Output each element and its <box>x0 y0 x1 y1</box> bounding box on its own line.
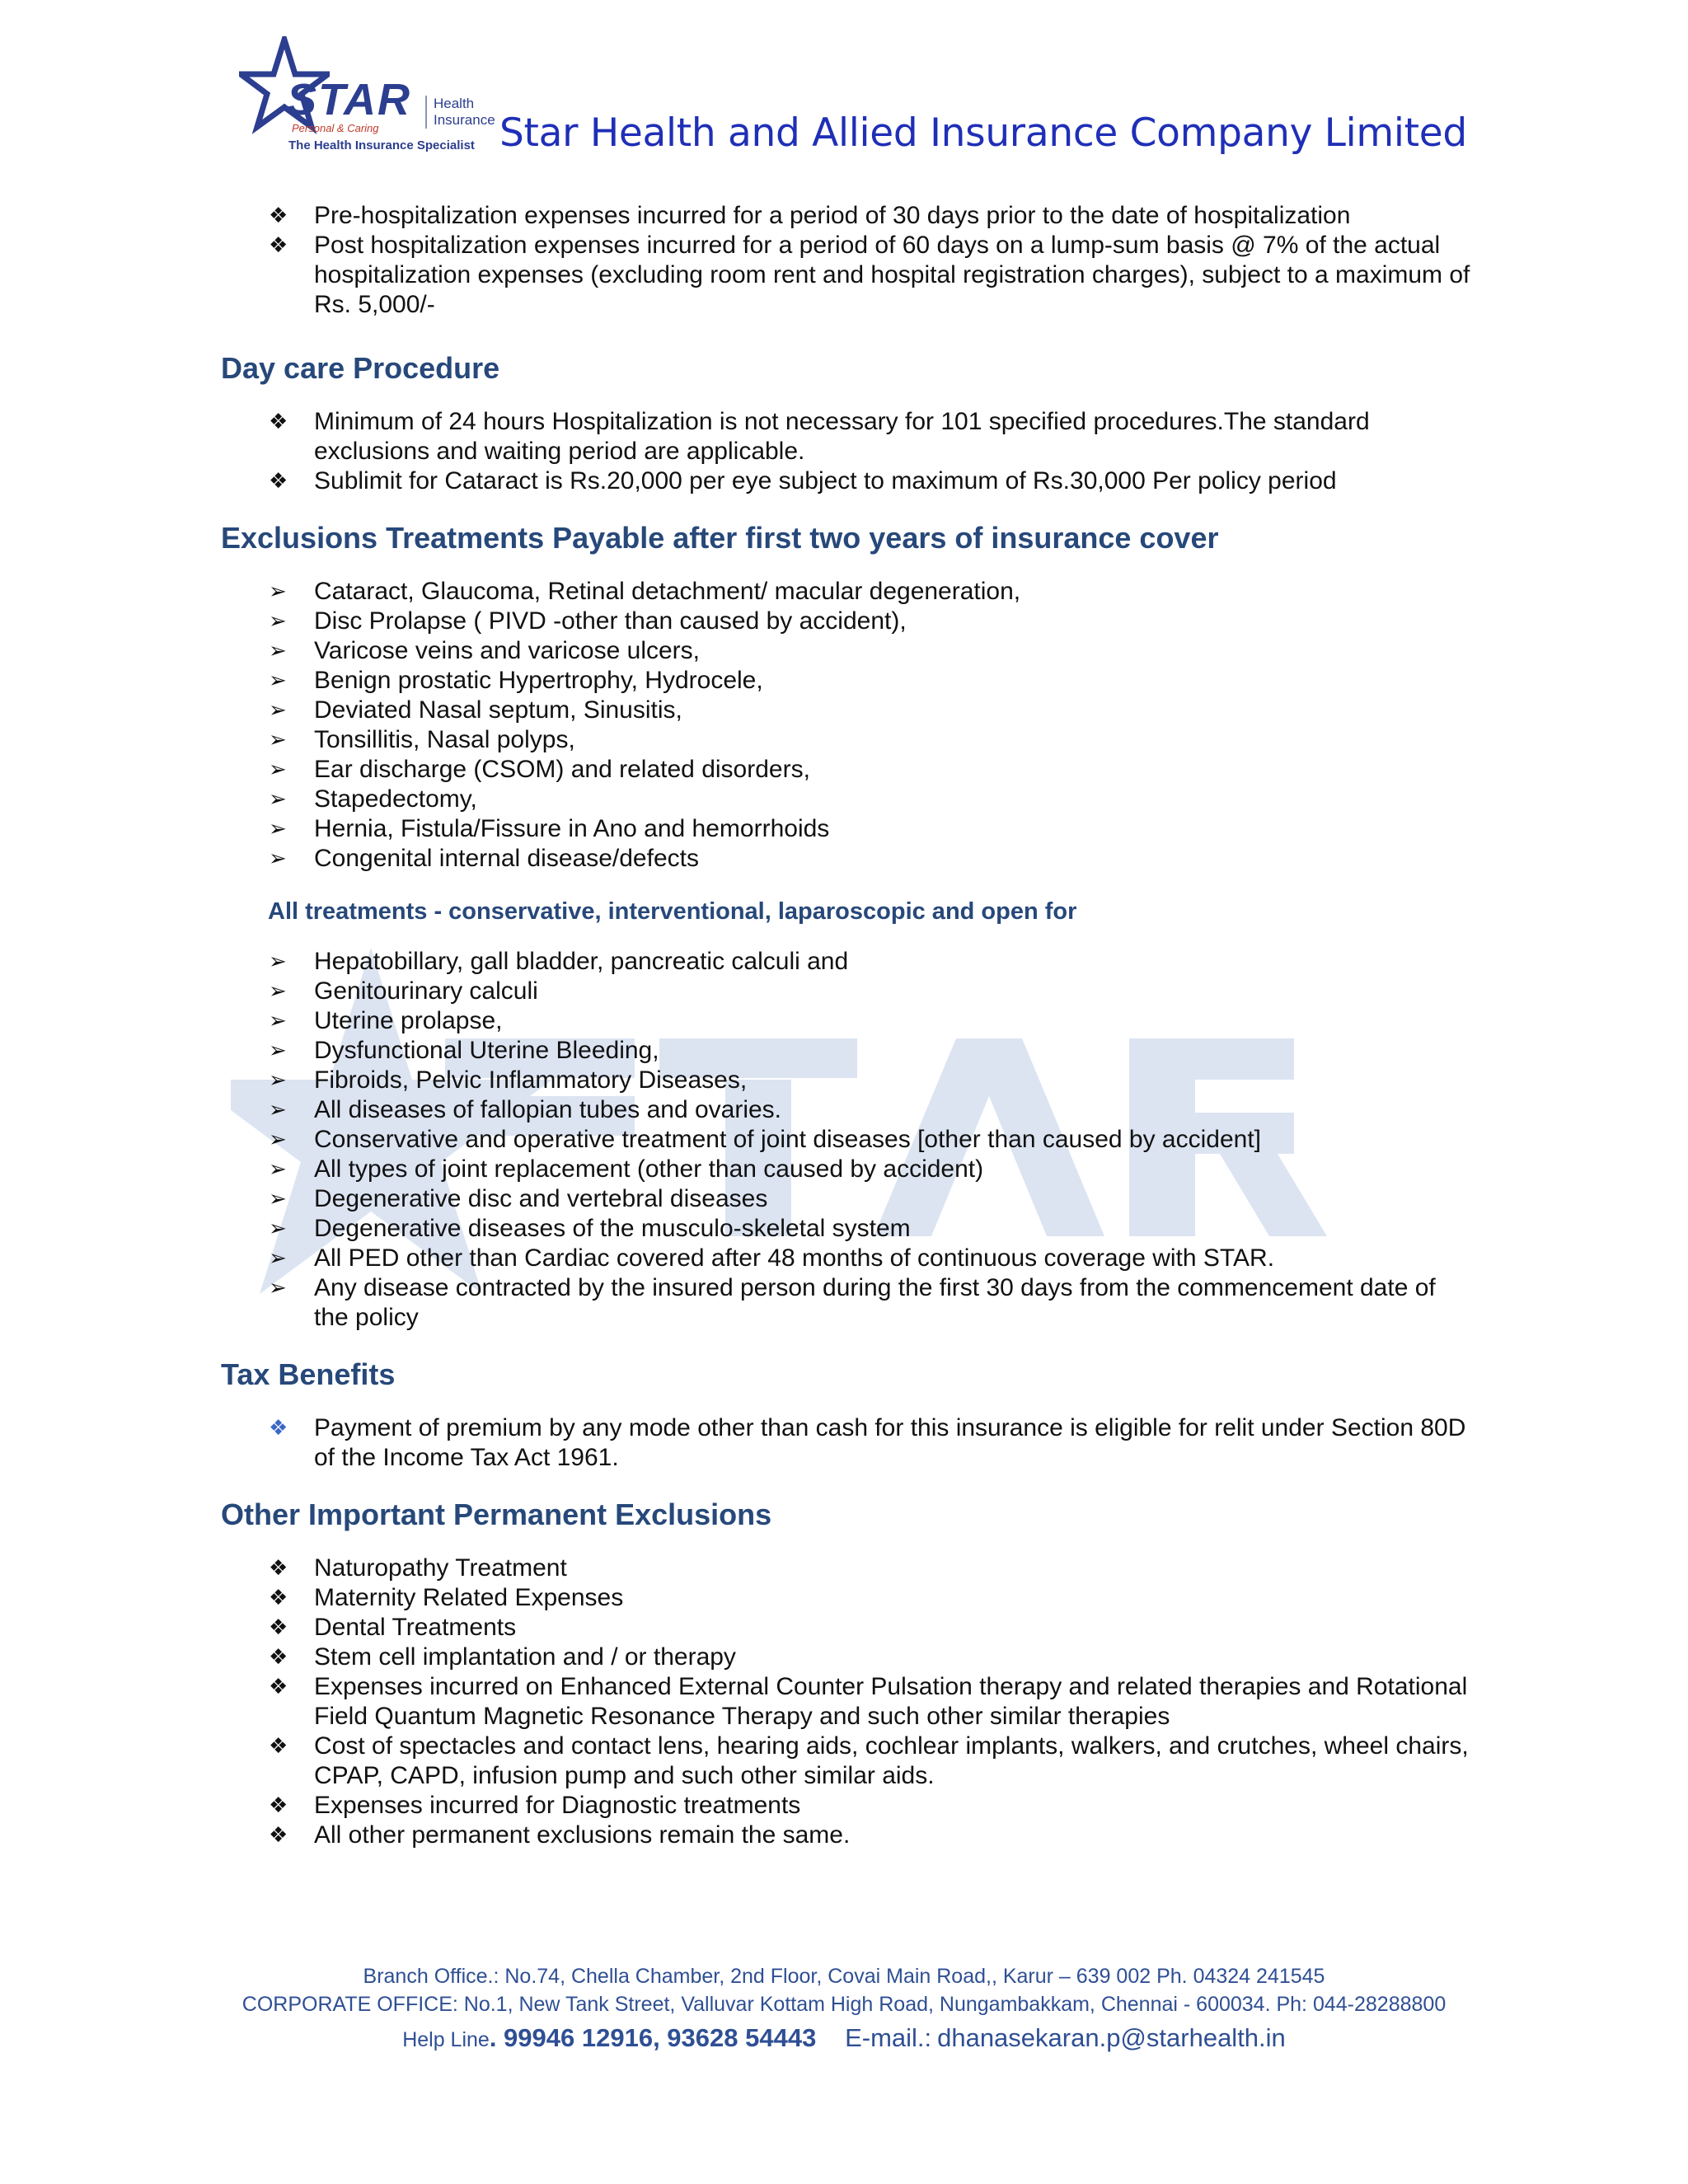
list-item <box>221 1643 1474 1672</box>
list-item <box>221 814 1474 844</box>
list-item <box>221 1413 1474 1473</box>
diamond-bullet-icon: ❖ <box>269 1645 288 1670</box>
arrow-bullet-icon: ➢ <box>269 698 287 723</box>
permanent-exclusions-list <box>221 1554 1474 1850</box>
list-item-text: Minimum of 24 hours Hospitalization is not necessary for 101 specified procedures.The standard exclusions and waiting period are applicable. <box>314 408 1370 465</box>
list-item-text: Maternity Related Expenses <box>314 1584 624 1611</box>
list-item-text: Post hospitalization expenses incurred for a period of 60 days on a lump-sum basis @ 7% of the actual hospitalization expenses (excluding room rent and hospital registration charges), subject to a maximum of Rs. 5,000/- <box>314 232 1470 318</box>
list-item <box>221 1583 1474 1613</box>
list-item-text: Varicose veins and varicose ulcers, <box>314 637 700 664</box>
list-item-text: All PED other than Cardiac covered after 48 months of continuous coverage with STAR. <box>314 1244 1275 1272</box>
list-item-text: Degenerative diseases of the musculo-skeletal system <box>314 1215 911 1242</box>
diamond-bullet-icon: ❖ <box>269 1556 288 1581</box>
helpline-label: Help Line <box>402 2028 490 2051</box>
list-item-text: Tonsillitis, Nasal polyps, <box>314 726 575 753</box>
list-item <box>221 785 1474 814</box>
list-item-text: All types of joint replacement (other than caused by accident) <box>314 1155 984 1183</box>
list-item-text: Pre-hospitalization expenses incurred for a period of 30 days prior to the date of hospitalization <box>314 202 1351 229</box>
list-item-text: Cost of spectacles and contact lens, hearing aids, cochlear implants, walkers, and crutches, wheel chairs, CPAP, CAPD, infusion pump and such other similar aids. <box>314 1732 1469 1789</box>
arrow-bullet-icon: ➢ <box>269 728 287 752</box>
diamond-bullet-icon: ❖ <box>269 233 288 258</box>
list-item-text: Stem cell implantation and / or therapy <box>314 1643 736 1671</box>
diamond-bullet-icon: ❖ <box>269 1586 288 1610</box>
list-item-text: Hepatobillary, gall bladder, pancreatic calculi and <box>314 948 849 975</box>
list-item <box>221 1273 1474 1333</box>
list-item <box>221 1184 1474 1214</box>
list-item-text: Naturopathy Treatment <box>314 1554 567 1582</box>
arrow-bullet-icon: ➢ <box>269 787 287 812</box>
list-item-text: Deviated Nasal septum, Sinusitis, <box>314 696 682 724</box>
list-item <box>221 1244 1474 1273</box>
permanent-exclusions-heading: Other Important Permanent Exclusions <box>221 1497 772 1531</box>
diamond-bullet-icon: ❖ <box>269 469 288 494</box>
diamond-bullet-icon: ❖ <box>269 1675 288 1699</box>
arrow-bullet-icon: ➢ <box>269 757 287 782</box>
arrow-bullet-icon: ➢ <box>269 1127 287 1152</box>
list-item-text: Uterine prolapse, <box>314 1007 503 1034</box>
arrow-bullet-icon: ➢ <box>269 1216 287 1241</box>
list-item <box>221 725 1474 755</box>
list-item-text: All diseases of fallopian tubes and ovaries. <box>314 1096 782 1123</box>
list-item-text: Cataract, Glaucoma, Retinal detachment/ macular degeneration, <box>314 578 1021 605</box>
logo-subtext: Personal & Caring <box>292 122 379 134</box>
email-label: E-mail.: <box>845 2023 932 2052</box>
star-logo <box>239 36 503 160</box>
tax-benefits-heading: Tax Benefits <box>221 1357 396 1391</box>
logo-side-line-2: Insurance <box>434 112 495 128</box>
diamond-bullet-icon: ❖ <box>269 1416 288 1441</box>
list-item <box>221 947 1474 977</box>
list-item-text: Degenerative disc and vertebral diseases <box>314 1185 768 1212</box>
list-item-text: Expenses incurred on Enhanced External Counter Pulsation therapy and related therapies and Rotational Field Quantum Magnetic Resonance Therapy and such other similar therapies <box>314 1673 1468 1730</box>
list-item-text: Hernia, Fistula/Fissure in Ano and hemorrhoids <box>314 815 830 842</box>
list-item <box>221 1095 1474 1125</box>
arrow-bullet-icon: ➢ <box>269 979 287 1004</box>
all-treatments-heading: All treatments - conservative, interventional, laparoscopic and open for <box>268 898 1077 925</box>
list-item <box>221 1554 1474 1583</box>
list-item-text: Genitourinary calculi <box>314 977 538 1005</box>
arrow-bullet-icon: ➢ <box>269 1098 287 1122</box>
list-item <box>221 201 1474 231</box>
email-address[interactable]: dhanasekaran.p@starhealth.in <box>937 2023 1286 2052</box>
list-item <box>221 407 1474 466</box>
list-item <box>221 977 1474 1006</box>
list-item-text: Fibroids, Pelvic Inflammatory Diseases, <box>314 1066 748 1094</box>
list-item <box>221 636 1474 666</box>
list-item-text: All other permanent exclusions remain the same. <box>314 1821 851 1849</box>
list-item <box>221 1036 1474 1066</box>
list-item-text: Stapedectomy, <box>314 785 477 813</box>
list-item <box>221 607 1474 636</box>
arrow-bullet-icon: ➢ <box>269 1246 287 1271</box>
diamond-bullet-icon: ❖ <box>269 1793 288 1818</box>
list-item <box>221 1155 1474 1184</box>
list-item <box>221 466 1474 496</box>
arrow-bullet-icon: ➢ <box>269 1276 287 1301</box>
arrow-bullet-icon: ➢ <box>269 1009 287 1033</box>
arrow-bullet-icon: ➢ <box>269 949 287 974</box>
diamond-bullet-icon: ❖ <box>269 1823 288 1848</box>
diamond-bullet-icon: ❖ <box>269 1734 288 1759</box>
intro-list <box>221 201 1474 320</box>
logo-side-text <box>425 96 495 129</box>
list-item <box>221 696 1474 725</box>
logo-wordmark: STAR <box>287 75 411 124</box>
footer-contact <box>0 2023 1688 2053</box>
list-item <box>221 1066 1474 1095</box>
list-item-text: Ear discharge (CSOM) and related disorders, <box>314 756 810 783</box>
all-treatments-list <box>221 947 1474 1333</box>
logo-tagline: The Health Insurance Specialist <box>288 138 475 152</box>
exclusions-two-years-heading: Exclusions Treatments Payable after first two years of insurance cover <box>221 521 1219 555</box>
list-item <box>221 755 1474 785</box>
list-item-text: Expenses incurred for Diagnostic treatments <box>314 1792 801 1819</box>
logo-side-line-1: Health <box>434 96 475 111</box>
diamond-bullet-icon: ❖ <box>269 204 288 228</box>
list-item <box>221 231 1474 320</box>
list-item-text: Payment of premium by any mode other than cash for this insurance is eligible for relit under Section 80D of the Income Tax Act 1961. <box>314 1414 1466 1471</box>
list-item-text: Any disease contracted by the insured person during the first 30 days from the commencement date of the policy <box>314 1274 1436 1331</box>
day-care-list <box>221 407 1474 496</box>
list-item <box>221 1732 1474 1791</box>
company-title: Star Health and Allied Insurance Company Limited <box>499 110 1467 156</box>
arrow-bullet-icon: ➢ <box>269 817 287 841</box>
diamond-bullet-icon: ❖ <box>269 1615 288 1640</box>
list-item-text: Conservative and operative treatment of joint diseases [other than caused by accident] <box>314 1126 1262 1153</box>
list-item-text: Benign prostatic Hypertrophy, Hydrocele, <box>314 667 763 694</box>
arrow-bullet-icon: ➢ <box>269 609 287 634</box>
list-item <box>221 844 1474 874</box>
list-item <box>221 1672 1474 1732</box>
main-content <box>221 201 1474 1850</box>
arrow-bullet-icon: ➢ <box>269 579 287 604</box>
list-item-text: Dysfunctional Uterine Bleeding, <box>314 1037 659 1064</box>
arrow-bullet-icon: ➢ <box>269 846 287 871</box>
diamond-bullet-icon: ❖ <box>269 410 288 434</box>
list-item <box>221 577 1474 607</box>
list-item <box>221 666 1474 696</box>
arrow-bullet-icon: ➢ <box>269 1157 287 1182</box>
list-item-text: Disc Prolapse ( PIVD -other than caused by accident), <box>314 607 907 635</box>
tax-benefits-list <box>221 1413 1474 1473</box>
list-item-text: Dental Treatments <box>314 1614 517 1641</box>
list-item <box>221 1613 1474 1643</box>
list-item <box>221 1006 1474 1036</box>
arrow-bullet-icon: ➢ <box>269 1068 287 1093</box>
exclusions-two-years-list <box>221 577 1474 874</box>
list-item <box>221 1214 1474 1244</box>
arrow-bullet-icon: ➢ <box>269 639 287 663</box>
helpline-numbers: . 99946 12916, 93628 54443 <box>489 2023 817 2052</box>
list-item <box>221 1125 1474 1155</box>
footer-branch-office: Branch Office.: No.74, Chella Chamber, 2nd Floor, Covai Main Road,, Karur – 639 002 Ph. 04324 241545 <box>363 1965 1325 1988</box>
list-item <box>221 1821 1474 1850</box>
list-item-text: Sublimit for Cataract is Rs.20,000 per eye subject to maximum of Rs.30,000 Per policy period <box>314 467 1337 494</box>
arrow-bullet-icon: ➢ <box>269 668 287 693</box>
arrow-bullet-icon: ➢ <box>269 1038 287 1063</box>
footer-corporate-office: CORPORATE OFFICE: No.1, New Tank Street, Valluvar Kottam High Road, Nungambakkam, Chennai - 600034. Ph: 044-28288800 <box>241 1993 1447 2016</box>
day-care-heading: Day care Procedure <box>221 351 500 385</box>
list-item <box>221 1791 1474 1821</box>
arrow-bullet-icon: ➢ <box>269 1187 287 1212</box>
list-item-text: Congenital internal disease/defects <box>314 845 699 872</box>
